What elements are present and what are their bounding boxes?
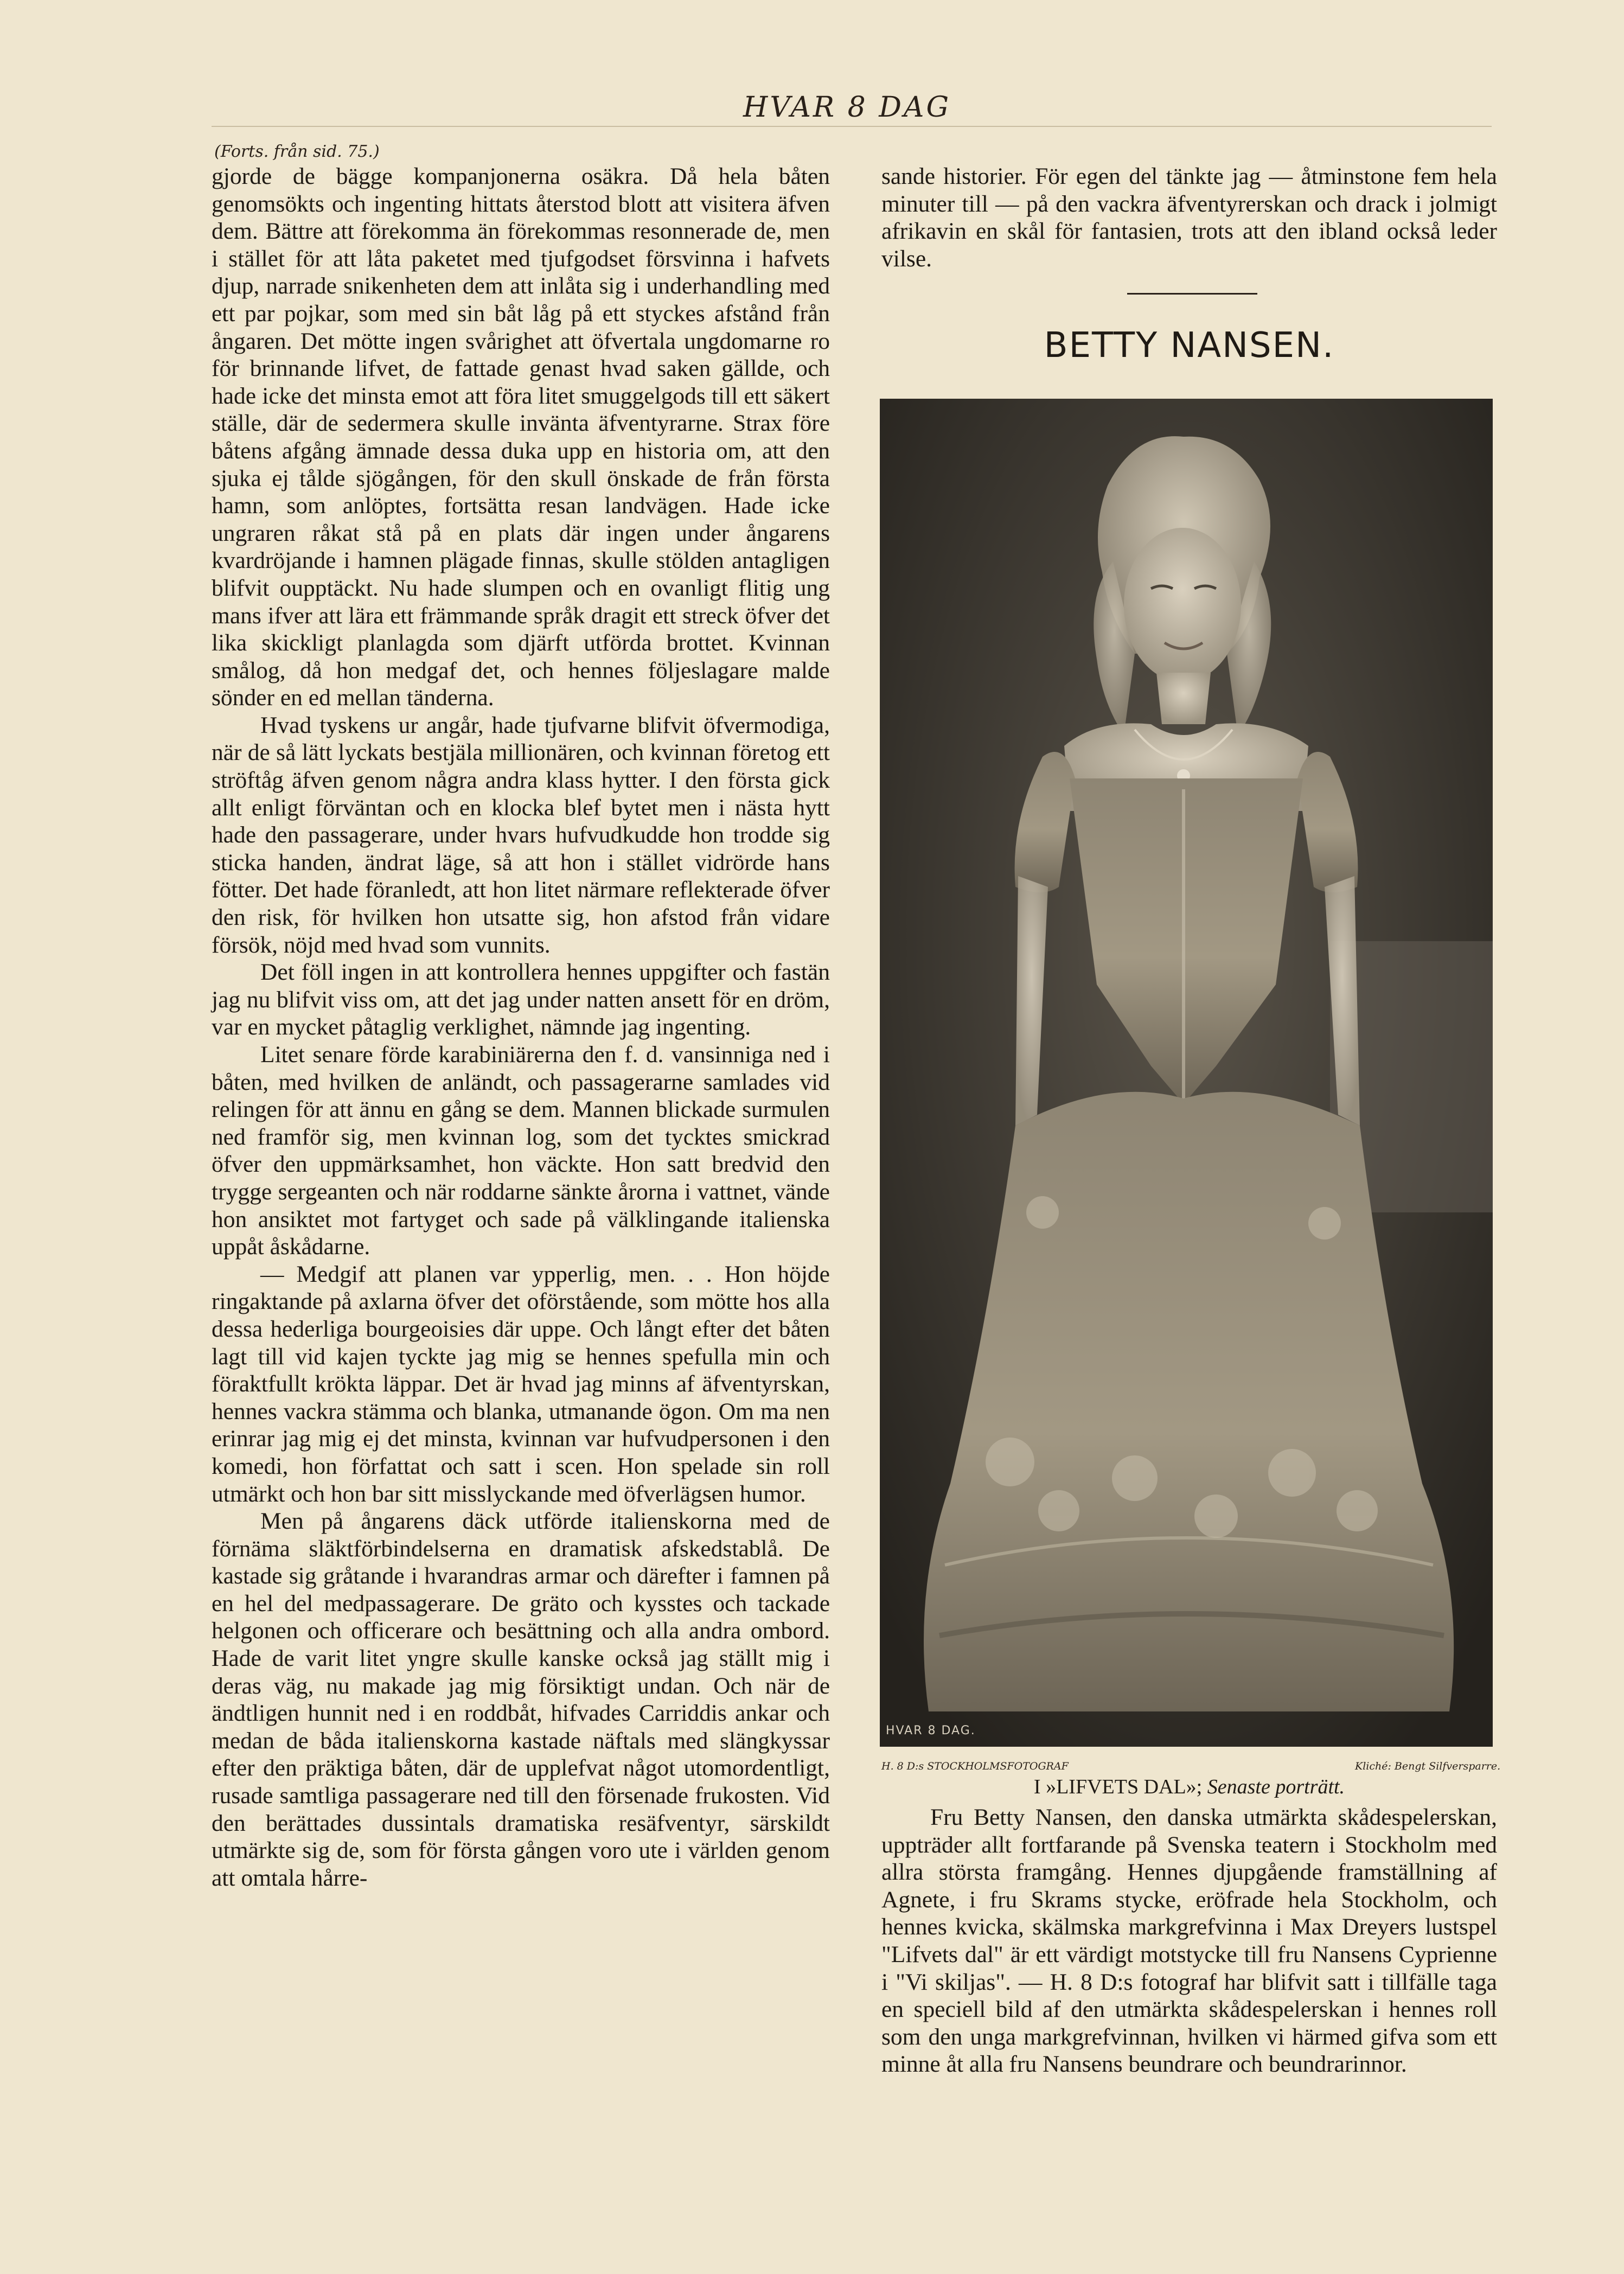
right-bottom-paragraph: Fru Betty Nansen, den danska utmärkta skådespelerskan, uppträder allt fortfarande på Svenska teatern i Stockholm med allra största framgång. Hennes djupgående framställning af Agnete, i fru Skrams stycke, eröfrade hela Stockholm, och hennes kvicka, skälmska markgrefvinna i Max Dreyers lustspel "Lifvets dal" är ett värdigt motstycke till fru Nansens Cyprienne i "Vi skiljas". — H. 8 D:s fotograf har blifvit satt i tillfälle taga en speciell bild af den utmärkta skådespelerskan i hennes roll som den unga markgrefvinnan, hvilken vi härmed gifva som ett minne åt alla fru Nansens beundrare och beundrarinnor. bbox=[881, 1804, 1497, 2078]
caption-text: I »LIFVETS DAL»; bbox=[1033, 1775, 1203, 1798]
photo-credit-right: Kliché: Bengt Silfversparre. bbox=[1355, 1760, 1501, 1772]
right-column-bottom bbox=[881, 1804, 1497, 2078]
continuation-note: (Forts. från sid. 75.) bbox=[214, 142, 380, 161]
left-paragraph: gjorde de bägge kompanjonerna osäkra. Då hela båten genomsökts och ingenting hittats återstod blott att visitera äfven dem. Bättre att förekomma än förekommas resonnerade de, men i stället för att låta paketet med tjufgodset försvinna i hafvets djup, narrade snikenheten dem att inlåta sig i underhandling med ett par pojkar, som med sin båt låg på ett styckes afstånd från ångaren. Det mötte ingen svårighet att öfvertala ungdomarne ro för brinnande lifvet, de fattade genast hvad saken gällde, och hade icke det minsta emot att föra litet smuggelgods till ett säkert ställe, där de sedermera skulle invänta äfventyrarne. Strax före båtens afgång ämnade dessa duka upp en historia om, att den sjuka ej tålde sjögången, för den skull önskade de från första hamn, som anlöptes, fortsätta resan landvägen. Hade icke ungraren råkat stå på en plats där ingen under ångarens kvardröjande i hamnen plägade finnas, skulle stölden antagligen blifvit oupptäckt. Nu hade slumpen och en ovanligt flitig ung mans ifver att lära ett främmande språk dragit ett streck öfver det lika skickligt planlagda som djärft utförda brottet. Kvinnan smålog, då hon medgaf det, och hennes följeslagare malde sönder en ed mellan tänderna. bbox=[212, 163, 830, 711]
photo-stamp: HVAR 8 DAG. bbox=[886, 1724, 976, 1738]
section-divider bbox=[1127, 293, 1257, 295]
left-paragraph: Men på ångarens däck utförde italienskorna med de förnäma släktförbindelserna en dramatisk afskedstablå. De kastade sig gråtande i hvarandras armar och därefter i famnen på en hel del medpassagerare. De gräto och kysstes och tackade helgonen och officerare och besättning och alla andra ombord. Hade de varit litet yngre skulle kanske också jag ställt mig i deras väg, nu makade jag mig försiktigt undan. Och när de ändtligen hunnit ned i en roddbåt, hifvades Carriddis ankar och medan de båda italienskorna kastade näftals med slängkyssar efter den präktiga båten, där de upplefvat något utomordentligt, rusade samtliga passagerare ned till den försenade frukosten. Vid den berättades dussintals dramatiska resäfventyr, särskildt utmärkte sig de, som för första gången voro ute i världen genom att omtala hårre- bbox=[212, 1508, 830, 1891]
left-paragraph: Det föll ingen in att kontrollera hennes uppgifter och fastän jag nu blifvit viss om, att det jag under natten ansett för en dröm, var en mycket påtaglig verklighet, nämnde jag ingenting. bbox=[212, 959, 830, 1040]
article-title: BETTY NANSEN. bbox=[1044, 325, 1335, 366]
left-paragraph: Hvad tyskens ur angår, hade tjufvarne blifvit öfvermodiga, när de så lätt lyckats bestjäla millionären, och kvinnan företog ett ströftåg äfven genom några andra klass hytter. I den första gick allt enligt förväntan och en klocka blef bytet men i nästa hytt hade den passagerare, under hvars hufvudkudde hon trodde sig sticka handen, ändrat läge, så att hon i stället vidrörde hans fötter. Det hade föranledt, att hon litet närmare reflekterade öfver den risk, för hvilken hon utsatte sig, hon afstod från vidare försök, nöjd med hvad som vunnits. bbox=[212, 712, 830, 958]
page-header-title: HVAR 8 DAG bbox=[743, 91, 951, 124]
portrait-illustration bbox=[880, 399, 1493, 1747]
left-paragraph: Litet senare förde karabiniärerna den f. d. vansinniga ned i båten, med hvilken de anländt, och passagerarne samlades vid relingen för att ännu en gång se dem. Mannen blickade surmulen ned framför sig, men kvinnan log, som det tycktes smickrad öfver den uppmärksamhet, hon väckte. Hon satt bredvid den trygge sergeanten och när roddarne sänkte årorna i vattnet, vände hon ansiktet mot fartyget och sade på välklingande italienska uppåt åskådarne. bbox=[212, 1042, 830, 1260]
header-rule bbox=[212, 126, 1492, 127]
right-top-paragraph: sande historier. För egen del tänkte jag — åtminstone fem hela minuter till — på den vackra äfventyrerskan och drack i jolmigt afrikavin en skål för fantasien, trots att den ibland också leder vilse. bbox=[881, 163, 1497, 272]
portrait-photograph bbox=[880, 399, 1493, 1747]
photo-credit-left: H. 8 D:s STOCKHOLMSFOTOGRAF bbox=[881, 1760, 1069, 1772]
caption-italic: Senaste porträtt. bbox=[1207, 1775, 1345, 1798]
photo-caption bbox=[881, 1775, 1497, 1799]
right-column-top bbox=[881, 163, 1497, 272]
left-column bbox=[212, 163, 830, 1892]
left-paragraph: — Medgif att planen var ypperlig, men. . . Hon höjde ringaktande på axlarna öfver det oförstående, som mötte hos alla dessa hederliga bourgeoisies där uppe. Och långt efter det båten lagt till vid kajen tyckte jag mig se hennes spefulla min och föraktfullt kröktа läppar. Det är hvad jag minns af äfventyrskan, hennes vackra stämma och blanka, utmanande ögon. Om ma nen erinrar jag mig ej det minsta, kvinnan var hufvudpersonen i den komedi, hon författat och satt i scen. Hon spelade sin roll utmärkt och hon bar sitt misslyckande med öfverlägsen humor. bbox=[212, 1261, 830, 1507]
